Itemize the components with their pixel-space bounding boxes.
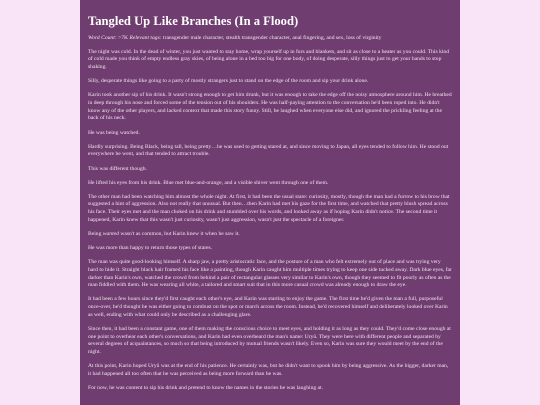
story-paragraph: The man was quite good-looking himself. A sharp jaw, a pretty aristocratic face, and the posture of a man who felt extremely out of place and was trying very hard to hide it. Straight black hair framed his face like a painting, though Karin caught him multiple times trying to keep one side tucked away. Dark blue eyes, far darker than Karin's own, watched the crowd from behind a pair of rectangular glasses very similar to Karin's own, though they seemed to fit poorly as often as the man fiddled with them. He was wearing all white, a tailored and smart suit that in this more casual crowd was already enough to draw the eye. <box>88 259 452 289</box>
story-paragraph <box>88 231 452 239</box>
story-title: Tangled Up Like Branches (In a Flood) <box>88 14 299 28</box>
story-page <box>80 0 460 405</box>
story-paragraph: He was being watched. <box>88 129 140 136</box>
tags-value: transgender male character, stealth transgender character, anal fingering, and sex, loss of virginity <box>163 35 382 42</box>
story-paragraph: For now, he was content to sip his drink and pretend to know the names in the stories he was laughing at. <box>88 385 323 392</box>
story-paragraph: It had been a few hours since they'd first caught each other's eye, and Karin was starting to enjoy the game. The first time he'd given the man a full, purposeful once-over, he'd thought he was either going to combust on the spot or march across the room. Instead, he'd recovered himself and deliberately looked over Karin as well, ending with what could only be described as a challenging glare. <box>88 296 448 318</box>
story-paragraph: The other man had been watching him almost the whole night. At first, it had been the usual stare: curiosity, mostly, though the man had a furrow to his brow that suggested a hint of aggression. Also not really that unusual. But then…then Karin had met his gaze for the first time, and watched that pretty blush spread across his face. Their eyes met and the man choked on his drink and stumbled over his words, and looked away as if hoping Karin didn't notice. The second time it happened, Karin knew that this wasn't just curiosity, wasn't just aggression, wasn't just the spectacle of a foreigner. <box>88 193 450 223</box>
word-count-label: Word Count: <box>88 35 117 42</box>
tags-label: Relevant tags: <box>129 35 162 42</box>
story-paragraph: He was more than happy to return those types of stares. <box>88 245 213 252</box>
story-paragraph: The night was cold. In the dead of winter, you just wanted to stay home, wrap yourself up in furs and blankets, and sit as close to a heater as you could. This kind of cold made you think of empty endless gray skies, of being alone in a bed too big for one body, of doing desperate, silly things just to get your hands to stop shaking. <box>88 48 450 71</box>
story-paragraph: Hardly surprising. Being Black, being tall, being pretty…he was used to getting stared at, and since moving to Japan, all eyes tended to follow him. He stood out everywhere he went, and that tended to attract trouble. <box>88 143 449 158</box>
story-meta <box>88 35 452 43</box>
story-paragraph: He lifted his eyes from his drink. Blue met blue-and-orange, and a visible shiver went through one of them. <box>88 179 329 186</box>
story-paragraph: Karin took another sip of his drink. It wasn't strong enough to get him drunk, but it was enough to take the edge off the noisy atmosphere around him. He breathed in deep through his nose and forced some of the tension out of his shoulders. He was half-paying attention to the conversation he'd been roped into. He didn't know any of the other players, and lacked context that made this story funny. Still, he laughed when everyone else did, and ignored the prickling feeling at the back of his neck. <box>88 92 452 122</box>
word-count-value: >7K <box>118 35 129 42</box>
story-paragraph: Silly, desperate things like going to a party of mostly strangers just to stand on the edge of the room and sip your drink alone. <box>88 78 369 85</box>
emphasis-text: wanted <box>102 231 119 237</box>
story-body <box>88 49 452 393</box>
story-paragraph: This was different though. <box>88 165 147 172</box>
story-paragraph: Since then, it had been a constant game, one of them making the conscious choice to meet eyes, and holding it as long as they could. They'd come close enough at one point to overhear each other's conversations, and Karin had even overheard the man's name: Uryū. They were here with different people and separated by several degrees of acquaintances, so much so that being introduced by mutual friends wasn't likely. Even so, Karin was sure they would meet by the end of the night. <box>88 326 451 356</box>
paragraph-text: wasn't as common, but Karin knew it when he saw it. <box>118 231 240 237</box>
paragraph-text: Being <box>88 231 103 237</box>
story-paragraph: At this point, Karin hoped Uryū was at the end of his patience. He certainly was, but he didn't want to spook him by being aggressive. As the bigger, darker man, it had happened all too often that he was perceived as being more forward than he was. <box>88 363 449 378</box>
